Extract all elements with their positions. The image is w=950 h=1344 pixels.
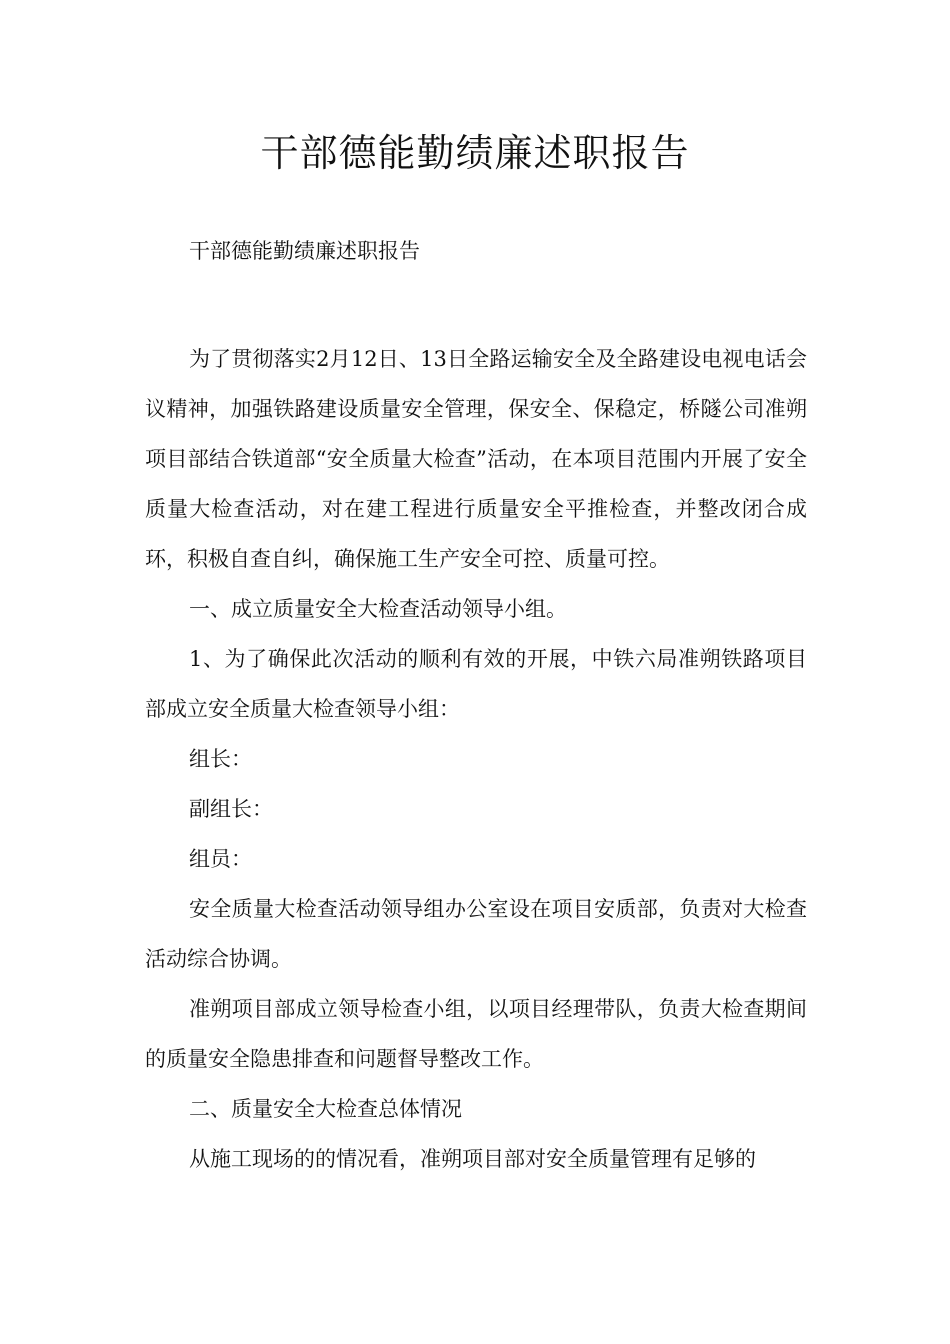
paragraph: 组长：: [189, 747, 252, 771]
paragraph: 从施工现场的的情况看，准朔项目部对安全质量管理有足够的: [189, 1147, 756, 1171]
paragraph: 为了贯彻落实2月12日、13日全路运输安全及全路建设电视电话会议精神，加强铁路建设质量安全管理，保安全、保稳定，桥隧公司准朔项目部结合铁道部“安全质量大检查”活动，在本项目范围内开展了安全质量大检查活动，对在建工程进行质量安全平推检查，并整改闭合成环，积极自查自纠，确保施工生产安全可控、质量可控。: [145, 347, 807, 571]
paragraph: 一、成立质量安全大检查活动领导小组。: [189, 597, 567, 621]
paragraph: 1、为了确保此次活动的顺利有效的开展，中铁六局准朔铁路项目部成立安全质量大检查领导小组：: [145, 647, 807, 721]
document-subtitle: 干部德能勤绩廉述职报告: [189, 239, 420, 263]
document-body: [145, 334, 807, 1184]
paragraph: 准朔项目部成立领导检查小组，以项目经理带队，负责大检查期间的质量安全隐患排查和问题督导整改工作。: [145, 997, 807, 1071]
paragraph: 安全质量大检查活动领导组办公室设在项目安质部，负责对大检查活动综合协调。: [145, 897, 807, 971]
paragraph: 组员：: [189, 847, 252, 871]
document-title: 干部德能勤绩廉述职报告: [260, 131, 690, 175]
paragraph: 副组长：: [189, 797, 273, 821]
paragraph: 二、质量安全大检查总体情况: [189, 1097, 462, 1121]
